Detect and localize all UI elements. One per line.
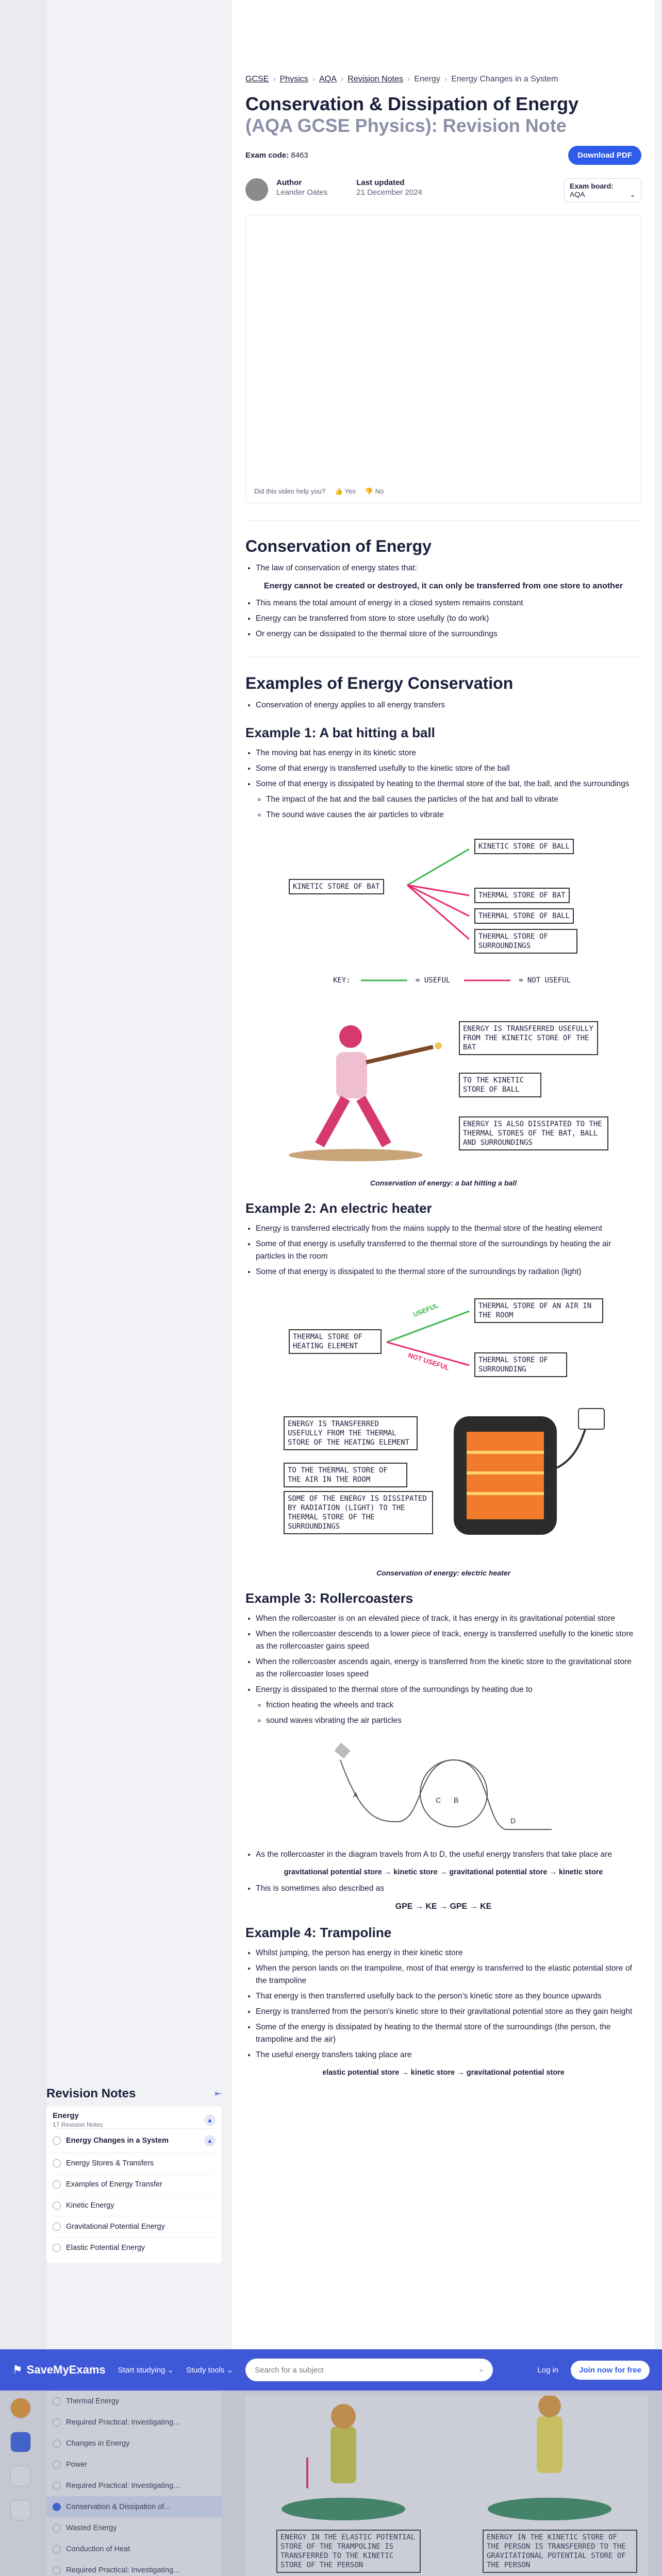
example-heading: Example 1: A bat hitting a ball	[245, 725, 435, 740]
note-box: ENERGY IS ALSO DISSIPATED TO THE THERMAL STORES OF THE BAT, BALL AND SURROUNDINGS	[459, 1116, 608, 1150]
sidebar-item[interactable]: Elastic Potential Energy	[53, 2237, 216, 2258]
bullet-list: • This means the total amount of energy in a closed system remains constant • Energy can be transferred from store to store usefully (to do work) • Or energy can be dissipated to the thermal store of the surroundings	[245, 597, 641, 640]
exam-board-select[interactable]: Exam board: AQA ⌄	[564, 178, 641, 202]
section-heading: Examples of Energy Conservation	[245, 674, 514, 692]
sidebar-item[interactable]: Examples of Energy Transfer	[53, 2174, 216, 2195]
logo-icon: ⚑	[12, 2363, 23, 2376]
page-title: Conservation & Dissipation of Energy	[245, 93, 579, 114]
target-box: THERMAL STORE OF BALL	[474, 908, 574, 924]
login-link[interactable]: Log in	[537, 2365, 559, 2375]
radio-icon	[53, 2244, 61, 2252]
key-not-useful: = NOT USEFUL	[516, 974, 574, 987]
note-box: TO THE KINETIC STORE OF BALL	[459, 1073, 541, 1097]
sidebar-item[interactable]: Required Practical: Investigating...	[53, 2560, 216, 2576]
author-label: Author	[276, 178, 302, 187]
energy-chain: elastic potential store → kinetic store → gravitational potential store	[322, 2069, 565, 2077]
source-box: THERMAL STORE OF HEATING ELEMENT	[289, 1329, 382, 1354]
example-heading: Example 3: Rollercoasters	[245, 1590, 413, 1606]
breadcrumb-physics[interactable]: Physics	[279, 75, 308, 83]
join-button[interactable]: Join now for free	[571, 2361, 650, 2380]
breadcrumb-energy[interactable]: Energy	[414, 75, 440, 83]
note-box: SOME OF THE ENERGY IS DISSIPATED BY RADIATION (LIGHT) TO THE THERMAL STORE OF THE SURROUNDINGS	[284, 1491, 433, 1534]
note-box: ENERGY IN THE KINETIC STORE OF THE PERSON IS TRANSFERRED TO THE GRAVITATIONAL POTENTIAL STORE OF THE PERSON	[483, 2530, 637, 2573]
rollercoaster-diagram	[330, 1739, 557, 1842]
top-nav	[0, 2349, 662, 2391]
target-box: THERMAL STORE OF SURROUNDING	[474, 1352, 567, 1377]
note-box: ENERGY IS TRANSFERRED USEFULLY FROM THE KINETIC STORE OF THE BAT	[459, 1021, 598, 1055]
point-d: D	[510, 1817, 516, 1825]
point-b: B	[454, 1796, 459, 1804]
modal-shade	[0, 2391, 662, 2576]
collapse-icon[interactable]: ⇤	[214, 2090, 222, 2098]
breadcrumb-gcse[interactable]: GCSE	[245, 75, 269, 83]
breadcrumb: GCSE › Physics › AQA › Revision Notes › Energy › Energy Changes in a System	[245, 75, 558, 83]
example-heading: Example 2: An electric heater	[245, 1200, 432, 1216]
logo[interactable]: ⚑ SaveMyExams	[12, 2363, 106, 2376]
main-content: GCSE › Physics › AQA › Revision Notes › Energy › Energy Changes in a System Conservation & Dissipation of Energy (AQA GCSE Physics): Revision Note Exam code: 8463 Download PDF Author Leander Oates Last updated 21 December 2024 Exam board: AQA ⌄ Did this video help you? 👍 Yes 👎 No Conservation of Energy • The law of conservation of energy states that: Energy cannot be created or destroyed, it can only be transferred from one store to another • This means the total amount of energy in a closed system remains constant • Energy can be transferred from store to store usefully (to do work) • Or energy can be dissipated to the thermal store of the surroundings Examples of Energy Conservation • Conservation of energy applies to all energy transfers Example 1: A bat hitting a ball • The moving bat has energy in its kinetic store • Some of that energy is transferred usefully to the kinetic store of the ball • Some of that energy is dissipated by heating to the thermal store of the bat, the ball, and the surroundings ◦ The impact of the bat and the ball causes the particles of the bat and ball to vibrate ◦ The sound wave causes the air particles to vibrate KINETIC STORE OF BAT KINETIC STORE OF BALL THERMAL STORE OF BAT THERMAL STORE OF BALL THERMAL STORE OF SURROUNDINGS KEY: = USEFUL = NOT USEFUL ENERGY IS TRANSFERRED USEFULLY FROM THE KINETIC STORE OF THE BAT TO THE KINETIC STORE OF BALL ENERGY IS ALSO DISSIPATED TO THE THERMAL STORES OF THE BAT, BALL AND SURROUNDINGS Conservation of energy: a bat hitting a ball Example 2: An electric heater • Energy is transferred electrically from the mains supply to the thermal store of the heating element • Some of that energy is usefully transferred to the thermal store of the surroundings by heating the air particles in the room • Some of that energy is dissipated to the thermal store of the surroundings by radiation (light) THERMAL STORE OF HEATING ELEMENT THERMAL STORE OF AN AIR IN THE ROOM THERMAL STORE OF SURROUNDING USEFUL NOT USEFUL ENERGY IS TRANSFERRED USEFULLY FROM THE THERMAL STORE OF THE HEATING ELEMENT TO THE THERMAL STORE OF THE AIR IN THE ROOM SOME OF THE ENERGY IS DISSIPATED BY RADIATION (LIGHT) TO THE THERMAL STORE OF THE SURROUNDINGS Conservation of energy: electric heater Example 3: Rollercoasters • When the rollercoaster is on an elevated piece of track, it has energy in its gravitational potential store • When the rollercoaster descends to a lower piece of track, energy is transferred usefully to the kinetic store as the rollercoaster gains speed • When the rollercoaster ascends again, energy is transferred from the kinetic store to the gravitational store as the rollercoaster loses speed • Energy is dissipated to the thermal store of the surroundings by heating due to ◦ friction heating the wheels and track ◦ sound waves vibrating the air particles A B C D • As the rollercoaster in the diagram travels from A to D, the useful energy transfers that take place are gravitational potential store → kinetic store → gravitational potential store → kinetic store • This is sometimes also described as GPE → KE → GPE → KE Example 4: Trampoline • Whilst jumping, the person has energy in their kinetic store • When the person lands on the trampoline, most of that energy is transferred to the elastic potential store of the trampoline • That energy is then transferred usefully back to the person's kinetic store as they bounce upwards • Energy is transferred from the person's kinetic store to their gravitational potential store as they gain height • Some of the energy is dissipated by heating to the thermal store of the surroundings (the person, the trampoline and the air) • The useful energy transfers taking place are elastic potential store → kinetic store → gravitational potential store	[232, 0, 655, 2386]
sidebar-item[interactable]: Thermal Energy	[53, 2391, 216, 2412]
radio-icon	[53, 2180, 61, 2189]
sidebar-item[interactable]: Conduction of Heat	[53, 2538, 216, 2560]
energy-chain-short: GPE → KE → GPE → KE	[395, 1902, 492, 1911]
batter-icon	[278, 1016, 449, 1171]
video-feedback: Did this video help you? 👍 Yes 👎 No	[254, 487, 384, 495]
chevron-down-icon: ⌄	[630, 190, 636, 198]
radio-icon	[53, 2223, 61, 2231]
sidebar-heading: Revision Notes	[46, 2087, 136, 2100]
point-c: C	[436, 1796, 441, 1804]
target-box: KINETIC STORE OF BALL	[474, 839, 574, 854]
sidebar-item[interactable]: Changes in Energy	[53, 2433, 216, 2454]
example-heading: Example 4: Trampoline	[245, 1925, 392, 1940]
target-box: THERMAL STORE OF SURROUNDINGS	[474, 929, 577, 954]
chevron-up-icon[interactable]: ▲	[204, 2135, 216, 2146]
sidebar-topic-energy[interactable]	[46, 2106, 222, 2263]
source-box: KINETIC STORE OF BAT	[289, 879, 384, 894]
breadcrumb-revision-notes[interactable]: Revision Notes	[347, 75, 403, 83]
left-background	[0, 0, 46, 2349]
radio-icon	[53, 2159, 61, 2167]
track-svg	[330, 1739, 557, 1842]
bat-energy-diagram	[278, 834, 608, 1004]
overlay-region	[0, 2349, 662, 2576]
download-pdf-button[interactable]: Download PDF	[568, 146, 641, 165]
search-input[interactable]: Search for a subject ⌕	[245, 2359, 493, 2381]
revision-notes-sidebar	[46, 2087, 222, 2263]
note-box: TO THE THERMAL STORE OF THE AIR IN THE ROOM	[284, 1463, 407, 1487]
study-tools-menu[interactable]: Study tools ⌄	[186, 2366, 234, 2375]
breadcrumb-current: Energy Changes in a System	[451, 75, 558, 83]
note-box: ENERGY IN THE ELASTIC POTENTIAL STORE OF THE TRAMPOLINE IS TRANSFERRED TO THE KINETIC STORE OF THE PERSON	[276, 2530, 421, 2573]
useful-tag: USEFUL	[412, 1301, 440, 1319]
radio-icon	[53, 2201, 61, 2210]
note-box: ENERGY IS TRANSFERRED USEFULLY FROM THE THERMAL STORE OF THE HEATING ELEMENT	[284, 1416, 418, 1450]
sidebar-item[interactable]: Required Practical: Investigating...	[53, 2475, 216, 2496]
updated-label: Last updated	[356, 178, 405, 187]
bat-ball-illustration	[278, 1016, 608, 1171]
key-label: KEY:	[330, 974, 354, 987]
heater-energy-diagram	[278, 1291, 608, 1394]
thumbs-down-button[interactable]: 👎 No	[365, 487, 384, 495]
figure-caption: Conservation of energy: a bat hitting a ball	[370, 1179, 517, 1187]
breadcrumb-aqa[interactable]: AQA	[319, 75, 337, 83]
not-useful-tag: NOT USEFUL	[407, 1351, 451, 1372]
exam-code: Exam code: 8463	[245, 151, 308, 160]
sidebar-item[interactable]: Energy Changes in a System ▲	[53, 2128, 216, 2153]
video-player[interactable]	[245, 215, 641, 503]
point-a: A	[353, 1791, 358, 1799]
start-studying-menu[interactable]: Start studying ⌄	[118, 2366, 174, 2375]
avatar[interactable]	[245, 178, 268, 201]
energy-chain: gravitational potential store → kinetic store → gravitational potential store → kinetic store	[284, 1868, 603, 1876]
search-icon: ⌕	[479, 2365, 484, 2375]
heater-icon	[443, 1406, 608, 1561]
author-name[interactable]: Leander Oates	[276, 188, 328, 197]
sidebar-item[interactable]: Power	[53, 2454, 216, 2475]
updated-date: 21 December 2024	[356, 188, 422, 197]
sidebar-item[interactable]: Energy Stores & Transfers	[53, 2153, 216, 2174]
sidebar-item[interactable]: Kinetic Energy	[53, 2195, 216, 2216]
target-box: THERMAL STORE OF BAT	[474, 888, 570, 903]
bullet-list: • The law of conservation of energy states that:	[245, 562, 641, 574]
heater-illustration	[278, 1406, 608, 1561]
topic-title: Energy	[53, 2111, 79, 2120]
target-box: THERMAL STORE OF AN AIR IN THE ROOM	[474, 1298, 603, 1323]
thumbs-up-button[interactable]: 👍 Yes	[335, 487, 356, 495]
key-useful: = USEFUL	[412, 974, 453, 987]
section-heading: Conservation of Energy	[245, 537, 432, 555]
sidebar-item-current[interactable]: Conservation & Dissipation of...	[46, 2496, 222, 2517]
figure-caption: Conservation of energy: electric heater	[376, 1569, 510, 1577]
topic-subtitle: 17 Revision Notes	[53, 2121, 103, 2128]
sidebar-item[interactable]: Wasted Energy	[53, 2517, 216, 2538]
sidebar-item[interactable]: Required Practical: Investigating...	[53, 2412, 216, 2433]
sidebar-item[interactable]: Gravitational Potential Energy	[53, 2216, 216, 2237]
radio-icon	[53, 2137, 61, 2145]
law-statement: Energy cannot be created or destroyed, it can only be transferred from one store to another	[263, 582, 623, 590]
chevron-up-icon[interactable]: ▲	[204, 2114, 216, 2126]
page-subtitle: (AQA GCSE Physics): Revision Note	[245, 115, 567, 136]
